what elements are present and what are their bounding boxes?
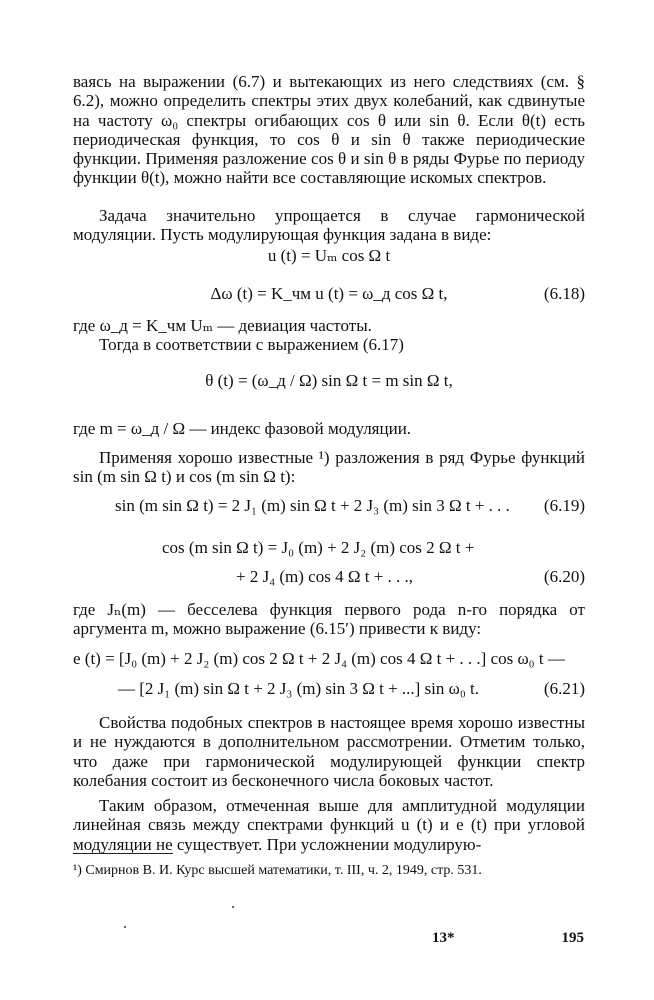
paragraph-per-expression: Тогда в соответствии с выражением (6.17) (99, 335, 404, 354)
equation-6-21-line-2: — [2 J₁ (m) sin Ω t + 2 J₃ (m) sin 3 Ω t + ...] sin ω₀ t. (118, 679, 479, 698)
equation-6-21-line-1: e (t) = [J₀ (m) + 2 J₂ (m) cos 2 Ω t + 2 J₄ (m) cos 4 Ω t + . . .] cos ω₀ t — (73, 649, 565, 668)
print-speck (232, 906, 234, 908)
equation-number-6-18: (6.18) (543, 284, 585, 303)
paragraph-spectra-properties: Свойства подобных спектров в настоящее время хорошо известны и не нуждаются в дополнительном рассмотрении. Отметим только, что даже при гармонической модулирующей функции спектр колебания состоит из бесконечного числа боковых частот. (73, 713, 585, 790)
equation-6-20-line-1: cos (m sin Ω t) = J₀ (m) + 2 J₂ (m) cos 2 Ω t + (162, 538, 475, 557)
page-number: 195 (561, 930, 584, 946)
paragraph-conclusion: Таким образом, отмеченная выше для амплитудной модуляции линейная связь между спектрами функций u (t) и e (t) при угловой модуляции не существует. При усложнении модулирую- (73, 796, 585, 854)
paragraph-bessel: где Jₙ(m) — бесселева функция первого рода n-го порядка от аргумента m, можно выражение (6.15′) привести к виду: (73, 600, 585, 639)
paragraph-continuation: ваясь на выражении (6.7) и вытекающих из него следствиях (см. § 6.2), можно определить спектры этих двух колебаний, как сдвинутые на частоту ω₀ спектры огибающих cos θ или sin θ. Если θ(t) есть периодическая функция, то cos θ и sin θ также периодические функции. Применяя разложение cos θ и sin θ в ряды Фурье по периоду функции θ(t), можно найти все составляющие искомых спектров. (73, 72, 585, 188)
modulation-index-definition: где m = ω_д / Ω — индекс фазовой модуляции. (73, 419, 412, 438)
deviation-definition: где ω_д = K_чм Uₘ — девиация частоты. (73, 316, 372, 335)
print-speck (124, 926, 126, 928)
equation-number-6-21: (6.21) (543, 679, 585, 698)
footnote: ¹) Смирнов В. И. Курс высшей математики, т. III, ч. 2, 1949, стр. 531. (73, 863, 482, 878)
footnote-separator (73, 853, 173, 854)
equation-phase: θ (t) = (ω_д / Ω) sin Ω t = m sin Ω t, (205, 371, 453, 390)
equation-number-6-19: (6.19) (543, 496, 585, 515)
equation-number-6-20: (6.20) (543, 567, 585, 586)
equation-6-18: Δω (t) = K_чм u (t) = ω_д cos Ω t, (210, 284, 448, 303)
equation-6-20-line-2: + 2 J₄ (m) cos 4 Ω t + . . ., (236, 567, 414, 586)
paragraph-harmonic-modulation: Задача значительно упрощается в случае гармонической модуляции. Пусть модулирующая функция задана в виде: (73, 206, 585, 245)
paragraph-fourier-expansion: Применяя хорошо известные ¹) разложения в ряд Фурье функций sin (m sin Ω t) и cos (m sin Ω t): (73, 448, 585, 487)
equation-modulating-function: u (t) = Uₘ cos Ω t (267, 246, 391, 265)
signature-mark: 13* (432, 930, 455, 946)
equation-6-19: sin (m sin Ω t) = 2 J₁ (m) sin Ω t + 2 J₃ (m) sin 3 Ω t + . . . (115, 496, 510, 515)
